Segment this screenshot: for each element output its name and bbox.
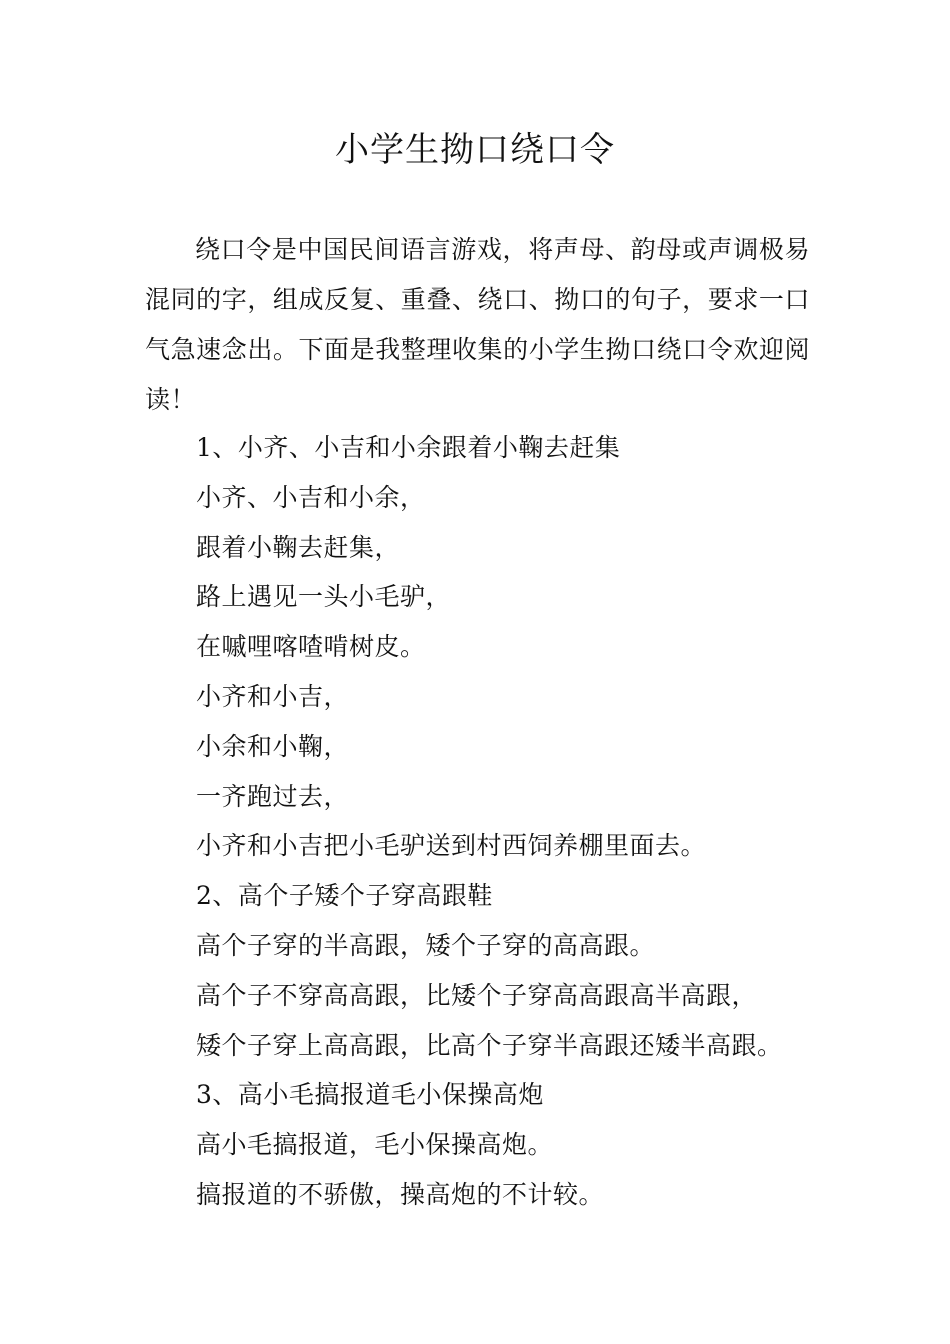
section-heading-3: 3、高小毛搞报道毛小保操高炮 [196,1080,544,1110]
verse-line: 高小毛搞报道，毛小保操高炮。 [196,1130,554,1160]
verse-line: 跟着小鞠去赶集， [196,532,401,562]
document-title: 小学生拗口绕口令 [335,130,615,170]
intro-paragraph: 绕口令是中国民间语言游戏，将声母、韵母或声调极易混同的字，组成反复、重叠、绕口、拗口的句子，要求一口气急速念出。下面是我整理收集的小学生拗口绕口令欢迎阅读！ [145,235,810,414]
tongue-twister-list [196,423,810,1220]
section-heading-2: 2、高个子矮个子穿高跟鞋 [196,881,493,911]
verse-line: 小余和小鞠， [196,731,350,761]
verse-line: 搞报道的不骄傲，操高炮的不计较。 [196,1179,605,1209]
verse-line: 矮个子穿上高高跟，比高个子穿半高跟还矮半高跟。 [196,1030,783,1060]
verse-line: 小齐和小吉， [196,681,350,711]
verse-line: 在嘁哩喀喳啃树皮。 [196,632,426,662]
verse-line: 高个子穿的半高跟，矮个子穿的高高跟。 [196,930,656,960]
verse-line: 路上遇见一头小毛驴， [196,582,452,612]
verse-line: 小齐和小吉把小毛驴送到村西饲养棚里面去。 [196,831,707,861]
verse-line: 小齐、小吉和小余， [196,482,426,512]
verse-line: 高个子不穿高高跟，比矮个子穿高高跟高半高跟， [196,980,758,1010]
verse-line: 一齐跑过去， [196,781,350,811]
section-heading-1: 1、小齐、小吉和小余跟着小鞠去赶集 [196,433,621,462]
